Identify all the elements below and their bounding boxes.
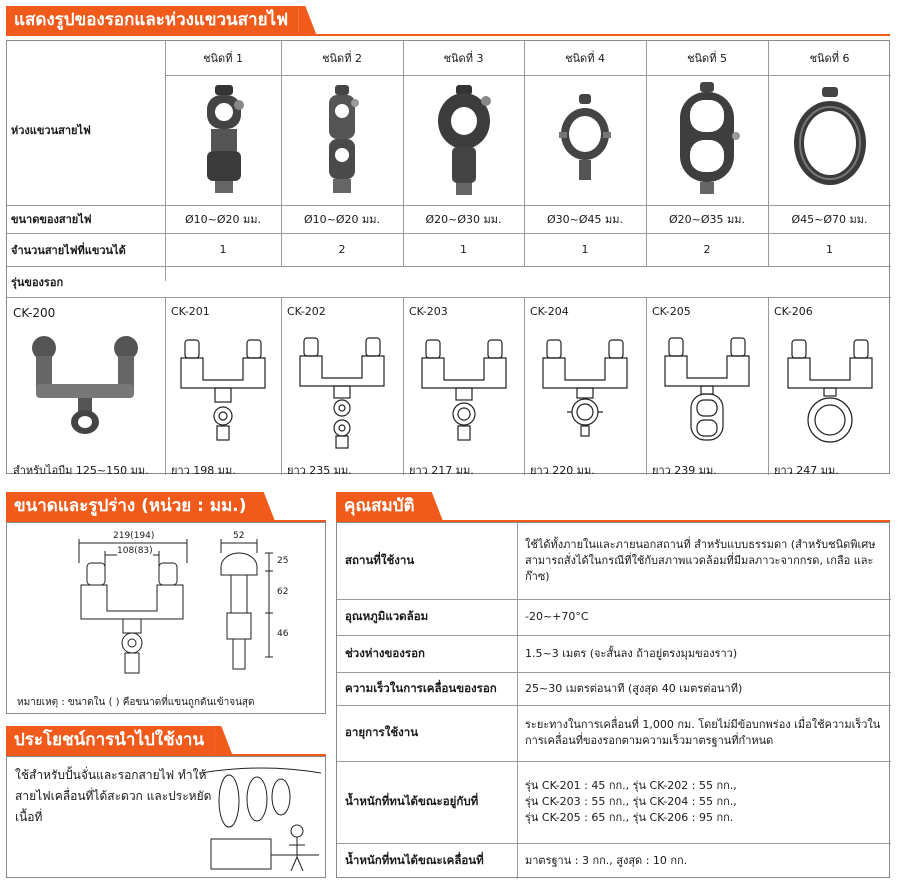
length-ck202: ยาว 235 มม. <box>287 464 352 477</box>
count-type-2: 2 <box>338 243 346 256</box>
type-header-2: ชนิดที่ 2 <box>322 52 362 65</box>
size-type-2: Ø10~Ø20 มม. <box>303 213 381 226</box>
static-load-line-1: รุ่น CK-201 : 45 กก., รุ่น CK-202 : 55 กก., <box>525 779 737 792</box>
ck203-drawing <box>403 325 524 455</box>
benefits-box <box>6 756 326 878</box>
prop-value-lifespan: ระยะทางในการเคลื่อนที่ 1,000 กม. โดยไม่มีข้อบกพร่อง เมื่อใช้ความเร็วในการเคลื่อนที่ของรอกตามความเร็วมาตรฐานที่กำหนด <box>525 718 881 747</box>
type-header-1: ชนิดที่ 1 <box>203 52 243 65</box>
count-type-5: 2 <box>703 243 711 256</box>
section-header-properties <box>336 492 890 520</box>
prop-label-lifespan: อายุการใช้งาน <box>345 725 419 739</box>
type-header-3: ชนิดที่ 3 <box>443 52 484 65</box>
size-type-5: Ø20~Ø35 มม. <box>668 213 746 226</box>
dim-height-2: 62 <box>277 587 289 597</box>
size-type-6: Ø45~Ø70 มม. <box>791 213 868 226</box>
dim-height-3: 46 <box>277 629 289 639</box>
model-ck202: CK-202 <box>287 305 326 318</box>
model-ck205: CK-205 <box>652 305 691 318</box>
row-label-size: ขนาดของสายไฟ <box>11 213 92 226</box>
length-ck203: ยาว 217 มม. <box>409 464 474 477</box>
prop-label-moving-load: น้ำหนักที่ทนได้ขณะเคลื่อนที่ <box>345 853 484 867</box>
row-label-hanger: ห่วงแขวนสายไฟ <box>11 124 91 137</box>
length-ck204: ยาว 220 มม. <box>530 464 595 477</box>
hanger-type1-image <box>193 81 253 199</box>
ck205-drawing <box>646 325 768 455</box>
hanger-photo-2 <box>281 77 403 203</box>
type-header-4: ชนิดที่ 4 <box>565 52 605 65</box>
prop-value-temperature: -20~+70°C <box>525 610 589 623</box>
size-type-3: Ø20~Ø30 มม. <box>425 213 502 226</box>
hanger-type3-image <box>432 81 496 199</box>
benefits-text: ใช้สำหรับปั้นจั่นและรอกสายไฟ ทำให้สายไฟเคลื่อนที่ได้สะดวก และประหยัดเนื้อที่ <box>15 768 212 824</box>
section-title: คุณสมบัติ <box>336 492 425 520</box>
model-ck200: CK-200 <box>13 306 56 320</box>
dim-width-outer: 219(194) <box>113 531 155 541</box>
model-ck204: CK-204 <box>530 305 569 318</box>
type-header-5: ชนิดที่ 5 <box>687 52 727 65</box>
hanger-photo-6 <box>768 77 891 203</box>
dim-height-1: 25 <box>277 556 289 566</box>
hanger-type4-image <box>555 92 615 188</box>
section-header-images <box>6 6 890 34</box>
count-type-6: 1 <box>826 243 833 256</box>
hanger-photo-4 <box>524 77 646 203</box>
dimension-drawing-box <box>6 522 326 714</box>
ck202-drawing <box>281 325 403 455</box>
ck204-drawing <box>524 325 646 455</box>
section-title: ขนาดและรูปร่าง (หน่วย : มม.) <box>6 492 257 520</box>
header-tab-shape <box>214 726 232 754</box>
section-header-dimensions <box>6 492 326 520</box>
ck200-note: สำหรับไอบีม 125~150 มม. <box>13 464 149 477</box>
trolley-ck200-image <box>26 334 146 438</box>
header-rule <box>6 34 890 36</box>
hanger-photo-1 <box>165 77 281 203</box>
prop-label-speed: ความเร็วในการเคลื่อนของรอก <box>345 680 497 695</box>
size-type-1: Ø10~Ø20 มม. <box>184 213 262 226</box>
dimension-drawing <box>7 523 325 691</box>
ck206-drawing <box>768 325 891 455</box>
size-type-4: Ø30~Ø45 มม. <box>546 213 624 226</box>
ck201-drawing <box>165 325 281 455</box>
hanger-type2-image <box>319 81 365 199</box>
model-ck203: CK-203 <box>409 305 448 318</box>
hanger-table <box>6 40 890 477</box>
count-type-4: 1 <box>581 243 589 256</box>
prop-value-location: ใช้ได้ทั้งภายในและภายนอกสถานที่ สำหรับแบบธรรมดา (สำหรับชนิดพิเศษ สามารถสั่งได้ในกรณีที่ใช้กับสภาพแวดล้อมที่มีมลภาวะจากกรด, เกลือ และก๊าซ) <box>525 538 876 583</box>
properties-table <box>336 522 890 878</box>
hanger-photo-3 <box>403 77 524 203</box>
model-ck206: CK-206 <box>774 305 813 318</box>
prop-value-speed: 25~30 เมตรต่อนาที (สูงสุด 40 เมตรต่อนาที) <box>525 681 743 695</box>
hanger-photo-5 <box>646 77 768 203</box>
length-ck201: ยาว 198 มม. <box>171 464 236 477</box>
dim-width-inner: 108(83) <box>117 546 153 556</box>
prop-value-static-load <box>525 761 885 843</box>
header-tab-shape <box>257 492 275 520</box>
header-tab-shape <box>425 492 443 520</box>
static-load-line-2: รุ่น CK-203 : 55 กก., รุ่น CK-204 : 55 กก., <box>525 795 737 808</box>
static-load-line-3: รุ่น CK-205 : 65 กก., รุ่น CK-206 : 95 กก. <box>525 811 734 824</box>
row-label-model: รุ่นของรอก <box>11 275 64 289</box>
prop-value-moving-load: มาตรฐาน : 3 กก., สูงสุด : 10 กก. <box>525 854 688 867</box>
section-header-benefits <box>6 726 326 754</box>
dimension-note: หมายเหตุ : ขนาดใน ( ) คือขนาดที่แขนถูกดันเข้าจนสุด <box>17 697 255 708</box>
section-title: แสดงรูปของรอกและห่วงแขวนสายไฟ <box>6 6 298 34</box>
row-label-count: จำนวนสายไฟที่แขวนได้ <box>11 243 126 257</box>
cable-trolley-illustration <box>201 759 321 875</box>
dim-depth-top: 52 <box>233 531 245 541</box>
length-ck206: ยาว 247 มม. <box>774 464 839 477</box>
prop-label-spacing: ช่วงห่างของรอก <box>345 645 425 660</box>
ck200-photo <box>17 331 155 441</box>
prop-value-spacing: 1.5~3 เมตร (จะสั้นลง ถ้าอยู่ตรงมุมของราว) <box>525 646 738 660</box>
prop-label-static-load: น้ำหนักที่ทนได้ขณะอยู่กับที่ <box>345 794 479 808</box>
hanger-type6-image <box>790 85 870 195</box>
type-header-6: ชนิดที่ 6 <box>809 52 850 65</box>
count-type-3: 1 <box>460 243 467 256</box>
prop-label-temperature: อุณหภูมิแวดล้อม <box>345 609 429 623</box>
length-ck205: ยาว 239 มม. <box>652 464 717 477</box>
prop-label-location: สถานที่ใช้งาน <box>345 553 415 567</box>
model-ck201: CK-201 <box>171 305 210 318</box>
hanger-type5-image <box>672 80 742 200</box>
section-title: ประโยชน์การนำไปใช้งาน <box>6 726 214 754</box>
count-type-1: 1 <box>219 243 227 256</box>
header-tab-shape <box>298 6 316 34</box>
